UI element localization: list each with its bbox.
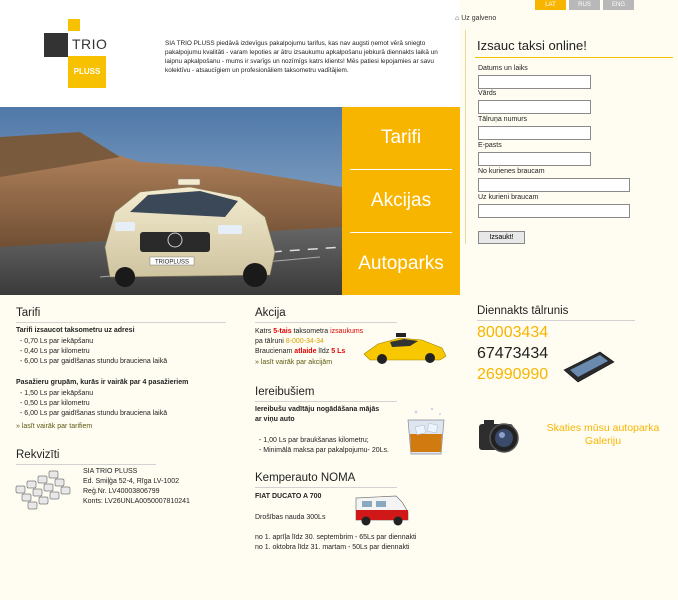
form-title-underline: [475, 57, 673, 58]
akcija-line-3: Braucienam atlaide līdz 5 Ls: [255, 348, 346, 355]
phone-number-1[interactable]: 80003434: [477, 324, 549, 341]
to-input[interactable]: [478, 204, 630, 218]
rekviziti-underline: [16, 464, 156, 465]
sports-car-icon: [360, 328, 450, 366]
diennakts-underline: [477, 320, 635, 321]
ieribusiem-item: - 1,00 Ls par braukšanas kilometru;: [259, 437, 369, 444]
logo-text-trio[interactable]: TRIO: [72, 36, 108, 52]
akcija-underline: [255, 322, 397, 323]
tarifi-item: - 0,50 Ls par kilometru: [20, 400, 90, 407]
form-title: Izsauc taksi online!: [477, 38, 587, 53]
camera-icon: [476, 414, 524, 458]
whiskey-glass-icon: [402, 404, 450, 458]
ieribusiem-title: Iereibušiem: [255, 386, 315, 398]
ieribusiem-underline: [255, 401, 397, 402]
noma-underline: [255, 487, 397, 488]
company-account: Konts: LV26UNLA0050007810241: [83, 498, 190, 505]
tarifi-item: - 1,50 Ls par iekāpšanu: [20, 390, 94, 397]
logo-square-small: [68, 19, 80, 31]
field-label-name: Vārds: [478, 90, 497, 97]
akcija-more-link[interactable]: » lasīt vairāk par akcijām: [255, 359, 333, 366]
email-input[interactable]: [478, 152, 591, 166]
tarifi-item: - 6,00 Ls par gaidīšanas stundu brauciena laikā: [20, 358, 168, 365]
tarifi-item: - 0,40 Ls par kilometru: [20, 348, 90, 355]
tarifi-heading-1: Tarifi izsaucot taksometru uz adresi: [16, 327, 135, 334]
from-input[interactable]: [478, 178, 630, 192]
company-address: Ed. Smiļģa 52-4, Rīga LV-1002: [83, 478, 179, 485]
tarifi-title: Tarifi: [16, 307, 41, 319]
home-icon: ⌂: [455, 15, 460, 22]
intro-text: SIA TRIO PLUSS piedāvā izdevīgus pakalpojumu tarifus, kas nav augsti ņemot vērā sniegto pakalpojumu kvalitāti - varam lepoties ar ātru izsaukumu apkalpošanu jebkurā diennakts laikā un laipnu apkalpošanu - mums ir svarīgs un nozīmīgs katrs klients! Mēs patiesi lepojamies ar savu kolektīvu - atsaucīgiem un profesionāliem taksometru vadītājiem.: [165, 40, 438, 74]
ieribusiem-item: - Minimālā maksa par pakalpojumu- 20Ls.: [259, 447, 389, 454]
taxi-photo-illustration: [0, 107, 342, 295]
submit-button[interactable]: Izsaukt!: [478, 231, 525, 244]
akcija-title: Akcija: [255, 307, 286, 319]
akcija-line-2: pa tālruni 8-000-34-34: [255, 338, 324, 345]
company-name: SIA TRIO PLUSS: [83, 468, 138, 475]
mobile-phone-icon: [560, 348, 618, 386]
field-label-email: E-pasts: [478, 142, 502, 149]
tarifi-more-link[interactable]: » lasīt vairāk par tarifiem: [16, 423, 93, 430]
menu-item-akcijas[interactable]: Akcijas: [342, 170, 460, 232]
noma-heading: FIAT DUCATO A 700: [255, 493, 322, 500]
phone-number-3[interactable]: 26990990: [477, 366, 549, 383]
phone-number-2[interactable]: 67473434: [477, 345, 549, 362]
diennakts-title: Diennakts tālrunis: [477, 305, 569, 317]
field-label-datetime: Datums un laiks: [478, 65, 528, 72]
menu-item-tarifi[interactable]: Tarifi: [342, 107, 460, 169]
datetime-input[interactable]: [478, 75, 591, 89]
tarifi-heading-2: Pasažieru grupām, kurās ir vairāk par 4 pasažieriem: [16, 379, 189, 386]
field-label-phone: Tālruņa numurs: [478, 116, 528, 123]
akcija-line-1: Katrs 5-tais taksometra izsaukums: [255, 328, 364, 335]
tarifi-underline: [16, 322, 226, 323]
taxi-photo: [0, 107, 342, 295]
logo-square-dark: [44, 33, 68, 57]
ieribusiem-heading-1: Iereibušu vadītāju nogādāšana mājās: [255, 406, 380, 413]
field-label-to: Uz kurieni braucam: [478, 194, 539, 201]
rekviziti-title: Rekvizīti: [16, 449, 60, 461]
lang-rus[interactable]: RUS: [569, 0, 600, 10]
field-label-from: No kurienes braucam: [478, 168, 545, 175]
menu-item-autoparks[interactable]: Autoparks: [342, 233, 460, 295]
ieribusiem-heading-2: ar viņu auto: [255, 416, 295, 423]
lang-eng[interactable]: ENG: [603, 0, 634, 10]
tarifi-item: - 6,00 Ls par gaidīšanas stundu brauciena laikā: [20, 410, 168, 417]
form-divider: [465, 30, 466, 244]
noma-deposit: Drošības nauda 300Ls: [255, 514, 326, 521]
plate-text: TRIOPLUSS: [154, 259, 190, 266]
logo-text-pluss[interactable]: PLUSS: [68, 56, 106, 88]
noma-summer-price: no 1. aprīļa līdz 30. septembrim - 65Ls par diennakti: [255, 534, 417, 541]
noma-title: Kemperauto NOMA: [255, 472, 356, 484]
gallery-link[interactable]: Skaties mūsu autoparka Galeriju: [546, 422, 660, 447]
calculator-keys-icon: [14, 468, 78, 512]
lang-lat[interactable]: LAT: [535, 0, 566, 10]
phone-input[interactable]: [478, 126, 591, 140]
noma-winter-price: no 1. oktobra līdz 31. martam - 50Ls par diennakti: [255, 544, 410, 551]
tarifi-item: - 0,70 Ls par iekāpšanu: [20, 338, 94, 345]
camper-van-icon: [352, 490, 412, 528]
name-input[interactable]: [478, 100, 591, 114]
company-reg-nr: Reģ.Nr. LV40003806799: [83, 488, 160, 495]
home-link[interactable]: ⌂ Uz galveno: [455, 15, 497, 22]
